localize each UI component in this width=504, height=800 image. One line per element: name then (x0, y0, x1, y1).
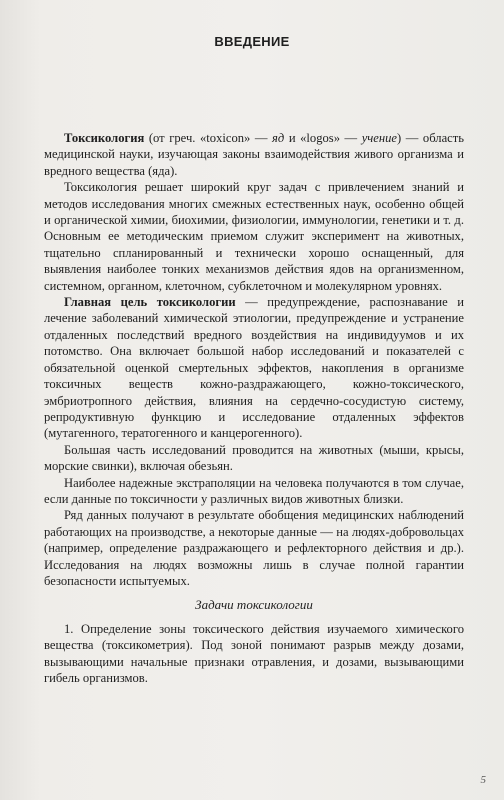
paragraph-definition (44, 130, 464, 179)
page-title: ВВЕДЕНИЕ (214, 34, 290, 49)
text-body (44, 130, 464, 686)
paragraph-tasks-scope: Токсикология решает широкий круг задач с привлечением знаний и методов исследования многих смежных естественных наук, особенно общей и органической химии, биохимии, физиологии, иммунологии, генетики и т. д. Основным ее методическим приемом служит эксперимент на животных, тщательно спланированный и технически хорошо оснащенный, для выявления наиболее тонких механизмов действия ядов на организменном, системном, органном, клеточном, субклеточном и молекулярном уровнях. (44, 180, 464, 293)
word-uchenie: учение (361, 131, 398, 145)
term-toxicology: Токсикология (64, 131, 145, 145)
text-run: ) — область медицинской науки, изучающая законы взаимодействия живого организма и вредного вещества (яда). (44, 131, 464, 178)
text-run: — предупреждение, распознавание и лечение заболеваний химической этиологии, предупреждение и устранение отдаленных последствий вредного воздействия на индивидуумов и их потомство. Она включает большой набор исследований и показателей с обязательной оценкой смертельных эффектов, накопления в организме токсичных веществ кожно-раздражающего, кожно-токсического, эмбриотропного действия, влияния на сердечно-сосудистую систему, репродуктивную функцию и исследование отдаленных эффектов (мутагенного, тератогенного и канцерогенного). (44, 295, 464, 441)
paragraph-extrapolation: Наиболее надежные экстраполяции на человека получаются в том случае, если данные по токсичности у различных видов животных близки. (44, 475, 464, 506)
page-number: 5 (480, 774, 486, 786)
paragraph-task-1: 1. Определение зоны токсического действия изучаемого химического вещества (токсикометрия). Под зоной понимают разрыв между дозами, вызывающими начальные признаки отравления, и дозами, вызывающими гибель организмов. (44, 621, 464, 685)
term-main-goal: Главная цель токсикологии (64, 295, 236, 310)
text-run: (от греч. «toxicon» — (144, 131, 273, 145)
paragraph-main-goal (44, 294, 464, 442)
paragraph-observations: Ряд данных получают в результате обобщения медицинских наблюдений работающих на производстве, а некоторые данные — на людях-добровольцах (например, определение раздражающего и рефлекторного действия и др.). Исследования на людях возможны лишь в случае полной гарантии безопасности испытуемых. (44, 508, 464, 588)
paragraph-animals: Большая часть исследований проводится на животных (мыши, крысы, морские свинки), включая обезьян. (44, 442, 464, 474)
text-run: и «logos» — (284, 131, 362, 145)
word-yad: яд (272, 131, 285, 145)
section-subheading: Задачи токсикологии (195, 597, 313, 613)
